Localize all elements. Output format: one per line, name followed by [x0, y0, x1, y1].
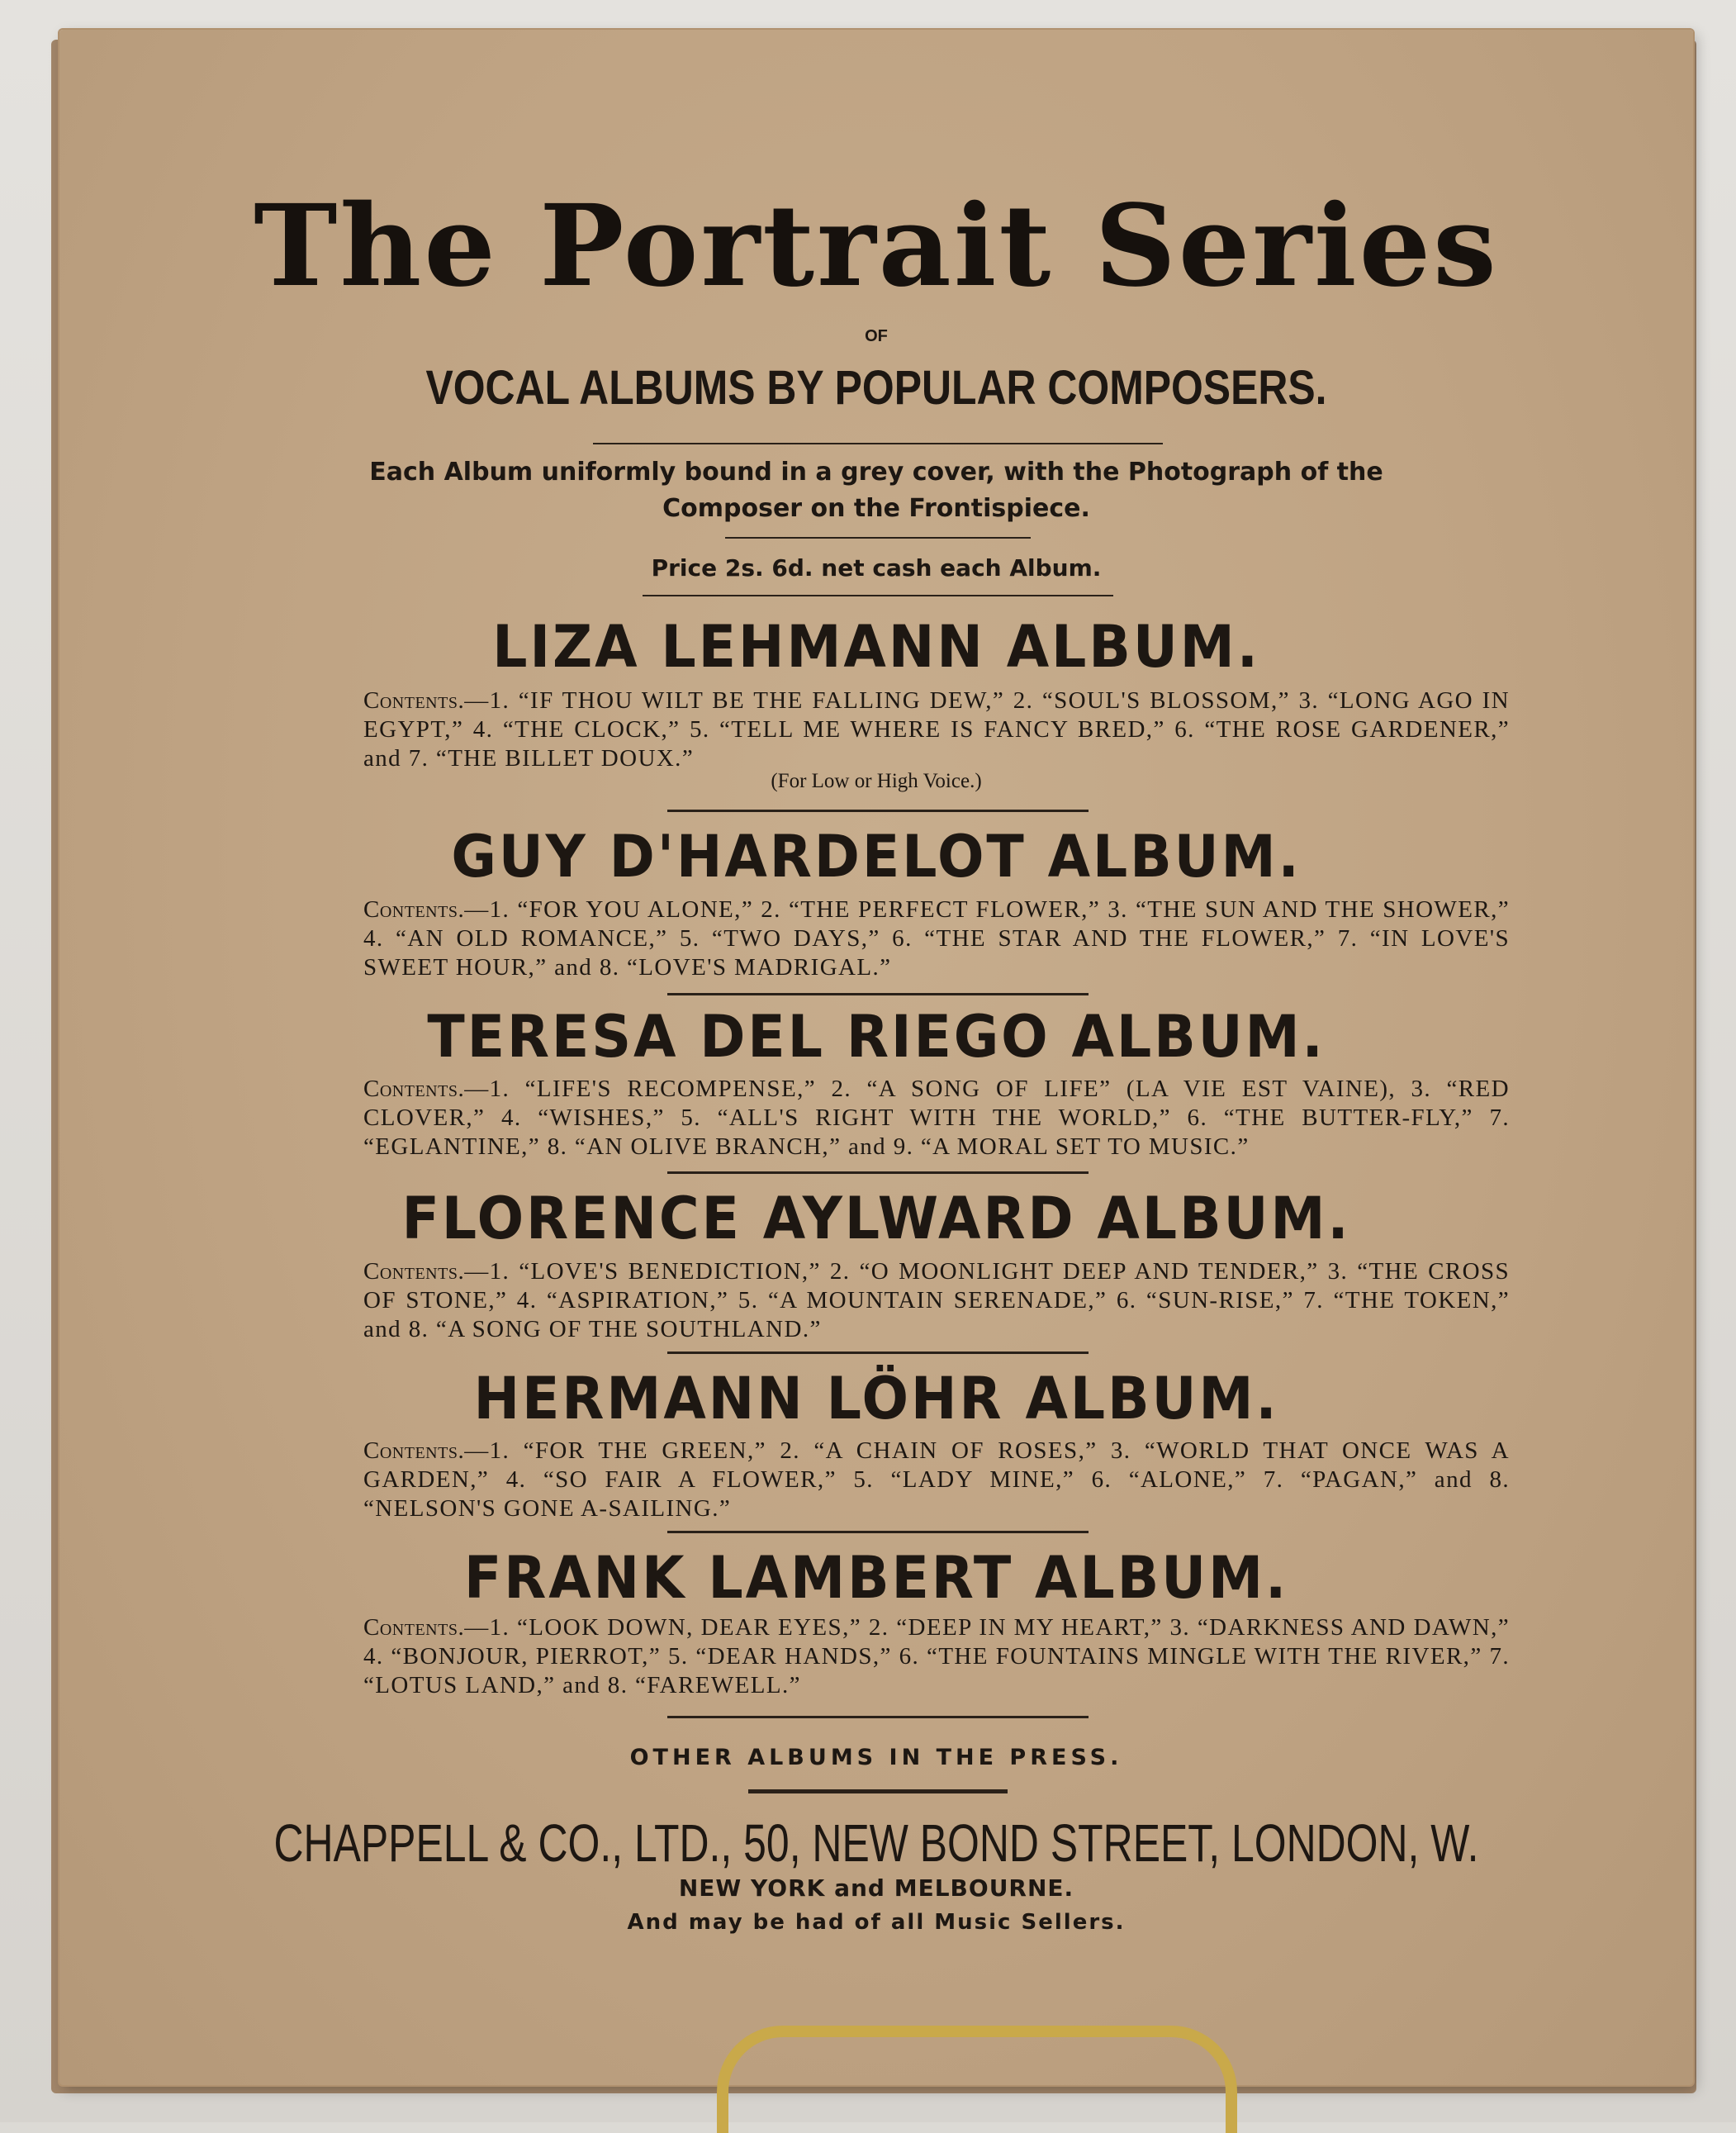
divider-rule — [667, 1531, 1089, 1533]
publisher-cities: NEW YORK and MELBOURNE. — [678, 1874, 1074, 1902]
contents-list: —1. “LOOK DOWN, DEAR EYES,” 2. “DEEP IN MY HEART,” 3. “DARKNESS AND DAWN,” 4. “BONJOUR, PIERROT,” 5. “DEAR HANDS,” 6. “THE FOUNTAINS MINGLE WITH THE RIVER,” 7. “LOTUS LAND,” and 8. “FAREWELL.” — [363, 1614, 1510, 1698]
contents-label: Contents. — [363, 1437, 465, 1464]
publisher-address: CHAPPELL & CO., LTD., 50, NEW BOND STREET, LONDON, W. — [273, 1813, 1479, 1873]
series-subtitle: VOCAL ALBUMS BY POPULAR COMPOSERS. — [425, 361, 1327, 415]
divider-rule — [667, 1716, 1089, 1718]
contents-list: —1. “IF THOU WILT BE THE FALLING DEW,” 2. “SOUL'S BLOSSOM,” 3. “LONG AGO IN EGYPT,” 4. “THE CLOCK,” 5. “TELL ME WHERE IS FANCY BRED,” 6. “THE ROSE GARDENER,” and 7. “THE BILLET DOUX.” — [363, 687, 1510, 772]
album-contents — [363, 1075, 1510, 1162]
album-contents — [363, 1257, 1510, 1344]
contents-label: Contents. — [363, 1258, 465, 1285]
album-title: FLORENCE AYLWARD ALBUM. — [401, 1185, 1351, 1252]
divider-rule — [667, 1352, 1089, 1354]
other-albums-note: OTHER ALBUMS IN THE PRESS. — [629, 1745, 1123, 1770]
sellers-note: And may be had of all Music Sellers. — [627, 1910, 1126, 1935]
contents-label: Contents. — [363, 1614, 465, 1641]
divider-rule — [667, 993, 1089, 995]
divider-rule-heavy — [748, 1789, 1008, 1793]
album-title: FRANK LAMBERT ALBUM. — [463, 1544, 1289, 1612]
contents-list: —1. “LIFE'S RECOMPENSE,” 2. “A SONG OF LIFE” (LA VIE EST VAINE), 3. “RED CLOVER,” 4. “WISHES,” 5. “ALL'S RIGHT WITH THE WORLD,” 6. “THE BUTTER-FLY,” 7. “EGLANTINE,” 8. “AN OLIVE BRANCH,” and 9. “A MORAL SET TO MUSIC.” — [363, 1076, 1510, 1160]
album-title: LIZA LEHMANN ALBUM. — [492, 613, 1260, 681]
contents-label: Contents. — [363, 1076, 465, 1102]
contents-list: —1. “FOR YOU ALONE,” 2. “THE PERFECT FLOWER,” 3. “THE SUN AND THE SHOWER,” 4. “AN OLD ROMANCE,” 5. “TWO DAYS,” 6. “THE STAR AND THE FLOWER,” 7. “IN LOVE'S SWEET HOUR,” and 8. “LOVE'S MADRIGAL.” — [363, 896, 1510, 981]
contents-list: —1. “FOR THE GREEN,” 2. “A CHAIN OF ROSES,” 3. “WORLD THAT ONCE WAS A GARDEN,” 4. “SO FAIR A FLOWER,” 5. “LADY MINE,” 6. “ALONE,” 7. “PAGAN,” and 8. “NELSON'S GONE A-SAILING.” — [363, 1437, 1510, 1522]
contents-label: Contents. — [363, 687, 465, 714]
gold-display-stand — [717, 2026, 1237, 2133]
album-contents — [363, 895, 1510, 982]
series-of: OF — [865, 327, 888, 345]
album-title: TERESA DEL RIEGO ALBUM. — [427, 1003, 1326, 1071]
series-price: Price 2s. 6d. net cash each Album. — [651, 554, 1102, 582]
divider-rule — [667, 810, 1089, 812]
sheet-music-back-cover — [59, 30, 1693, 2085]
series-description: Each Album uniformly bound in a grey cover, with the Photograph of the Composer on the Frontispiece. — [369, 458, 1383, 523]
album-title: HERMANN LÖHR ALBUM. — [473, 1365, 1279, 1432]
divider-rule — [725, 537, 1031, 539]
album-contents — [363, 686, 1510, 773]
album-contents — [363, 1437, 1510, 1523]
album-note: (For Low or High Voice.) — [771, 770, 982, 792]
album-contents — [363, 1613, 1510, 1700]
series-title: The Portrait Series — [254, 180, 1499, 312]
divider-rule — [643, 595, 1113, 596]
contents-label: Contents. — [363, 896, 465, 923]
album-title: GUY D'HARDELOT ALBUM. — [451, 823, 1302, 891]
divider-rule — [667, 1171, 1089, 1174]
divider-rule — [593, 443, 1163, 444]
contents-list: —1. “LOVE'S BENEDICTION,” 2. “O MOONLIGHT DEEP AND TENDER,” 3. “THE CROSS OF STONE,” 4. “ASPIRATION,” 5. “A MOUNTAIN SERENADE,” 6. “SUN-RISE,” 7. “THE TOKEN,” and 8. “A SONG OF THE SOUTHLAND.” — [363, 1258, 1510, 1342]
